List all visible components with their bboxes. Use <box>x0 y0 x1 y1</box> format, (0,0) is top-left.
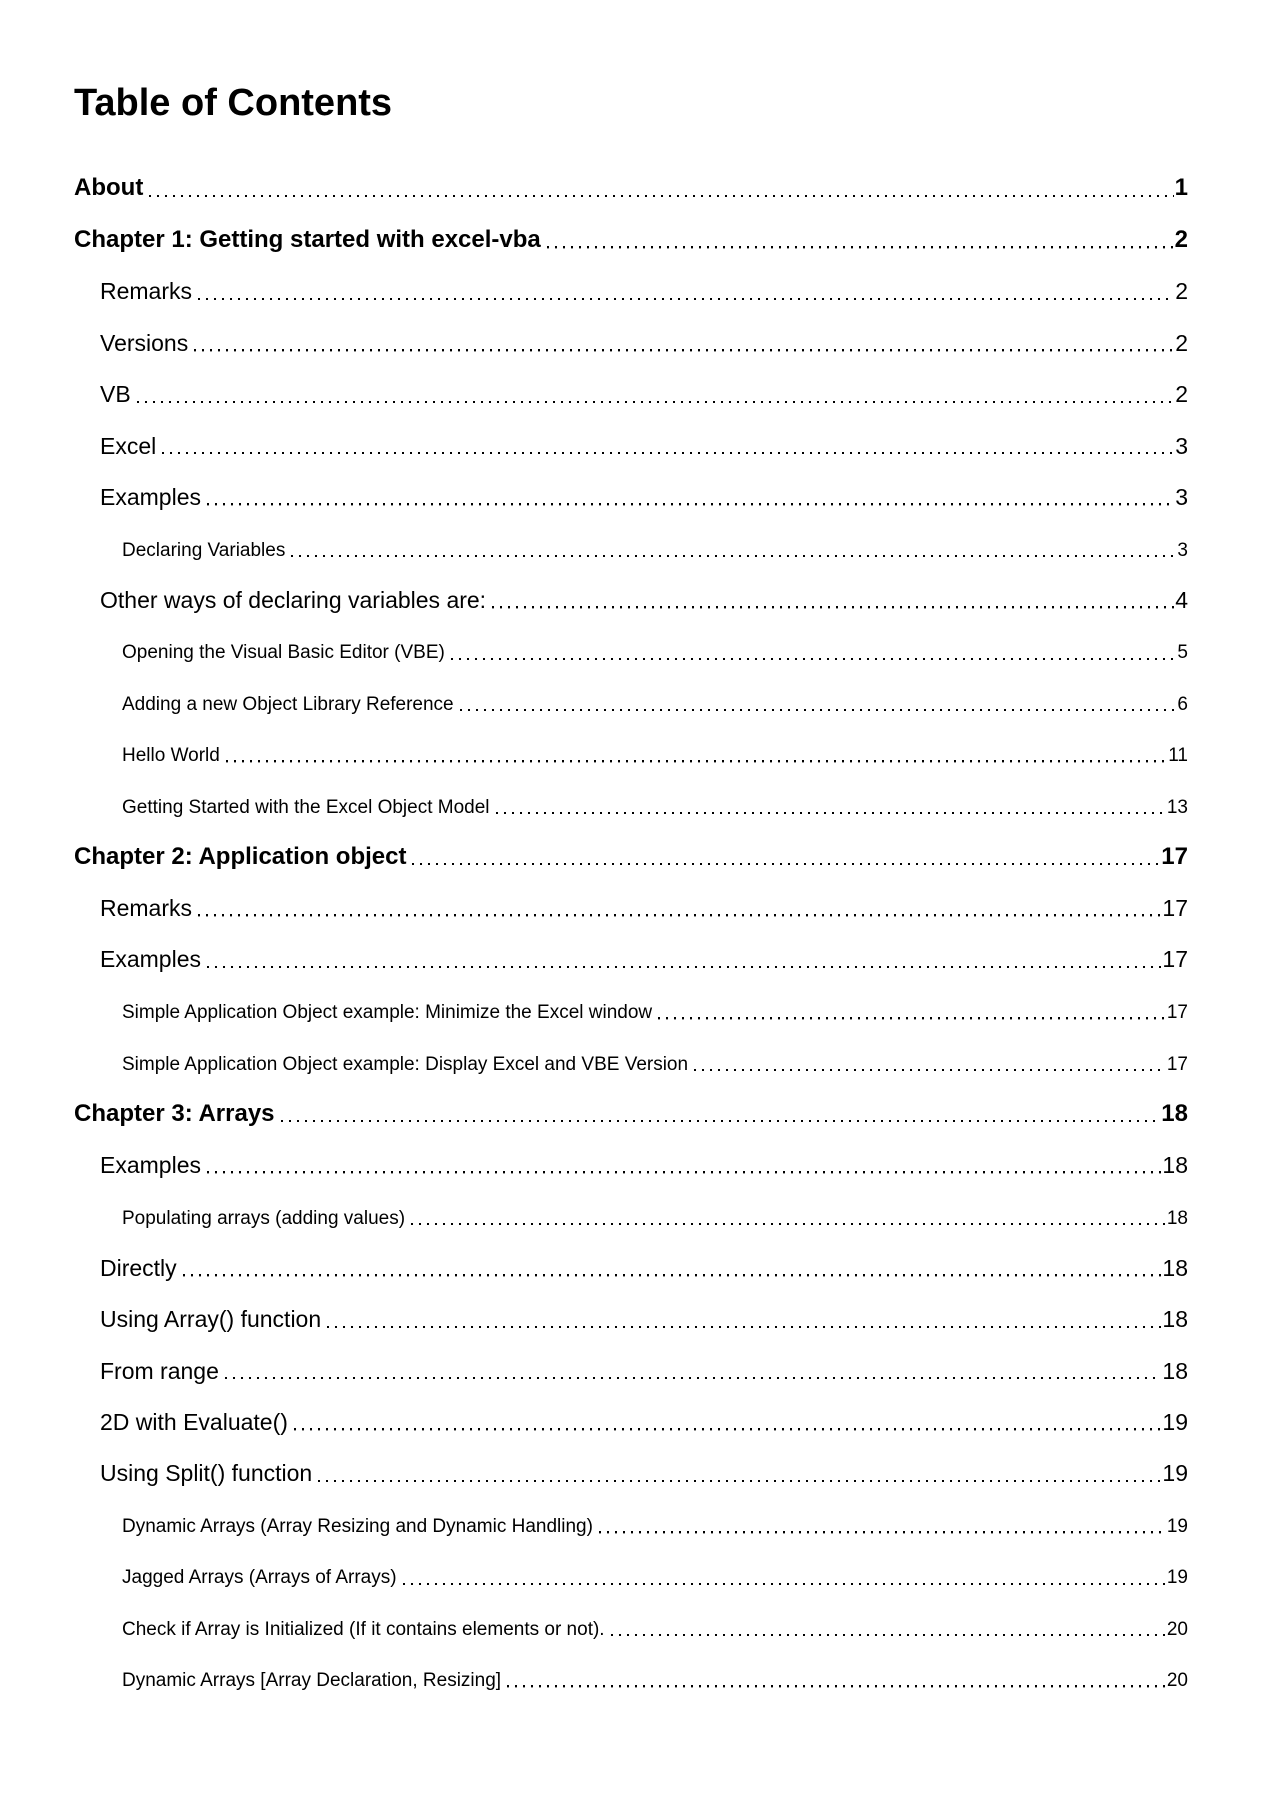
dot-leader <box>507 1685 1166 1687</box>
dot-leader <box>460 709 1177 711</box>
dot-leader <box>403 1583 1166 1585</box>
dot-leader <box>198 914 1161 916</box>
page-title: Table of Contents <box>74 82 393 124</box>
dot-leader <box>658 1017 1166 1019</box>
toc-entry[interactable] <box>74 201 1188 252</box>
dot-leader <box>225 1377 1162 1379</box>
toc-entry-label: Excel <box>100 432 157 459</box>
toc-entry-label: Examples <box>100 483 201 510</box>
toc-entry[interactable] <box>74 818 1188 869</box>
toc-entry-page-number: 18 <box>1162 1306 1188 1333</box>
toc-entry-label: Opening the Visual Basic Editor (VBE) <box>122 642 445 664</box>
dot-leader <box>694 1069 1166 1071</box>
toc-entry-label: Other ways of declaring variables are: <box>100 586 487 613</box>
toc-entry[interactable] <box>100 561 1188 612</box>
toc-entry-page-number: 18 <box>1162 1151 1188 1178</box>
toc-entry[interactable] <box>122 1538 1188 1589</box>
dot-leader <box>492 606 1174 608</box>
toc-entry-page-number: 17 <box>1166 1002 1188 1024</box>
toc-entry-page-number: 18 <box>1162 1254 1188 1281</box>
toc-entry-label: Directly <box>100 1254 177 1281</box>
toc-entry[interactable] <box>122 1024 1188 1075</box>
toc-entry-label: Simple Application Object example: Minimize the Excel window <box>122 1002 653 1024</box>
toc-entry-page-number: 2 <box>1175 329 1188 356</box>
toc-entry[interactable] <box>74 150 1188 201</box>
toc-entry-page-number: 2 <box>1175 278 1188 305</box>
dot-leader <box>207 503 1174 505</box>
toc-entry[interactable] <box>100 253 1188 304</box>
toc-entry-page-number: 13 <box>1166 796 1188 818</box>
toc-entry-page-number: 2 <box>1175 381 1188 408</box>
toc-entry[interactable] <box>74 1075 1188 1126</box>
dot-leader <box>162 452 1174 454</box>
dot-leader <box>599 1531 1166 1533</box>
dot-leader <box>327 1326 1161 1328</box>
toc-entry-page-number: 17 <box>1161 842 1188 870</box>
toc-entry-page-number: 18 <box>1161 1099 1188 1127</box>
toc-entry-label: Check if Array is Initialized (If it contains elements or not). <box>122 1618 605 1640</box>
toc-entry-page-number: 19 <box>1162 1408 1188 1435</box>
toc-entry[interactable] <box>122 510 1188 561</box>
toc-entry[interactable] <box>100 458 1188 509</box>
toc-entry[interactable] <box>100 1229 1188 1280</box>
toc-entry-label: From range <box>100 1357 219 1384</box>
toc-entry[interactable] <box>122 664 1188 715</box>
toc-entry-page-number: 19 <box>1166 1567 1188 1589</box>
toc-list <box>74 150 1188 1692</box>
dot-leader <box>318 1480 1161 1482</box>
toc-entry-label: Dynamic Arrays [Array Declaration, Resizing] <box>122 1670 502 1692</box>
toc-entry-page-number: 11 <box>1168 745 1188 767</box>
toc-entry-page-number: 18 <box>1162 1357 1188 1384</box>
toc-entry-label: Adding a new Object Library Reference <box>122 693 454 715</box>
toc-entry[interactable] <box>100 356 1188 407</box>
dot-leader <box>496 812 1166 814</box>
toc-entry[interactable] <box>100 869 1188 920</box>
toc-entry[interactable] <box>122 1589 1188 1640</box>
toc-entry-label: 2D with Evaluate() <box>100 1408 288 1435</box>
toc-entry-page-number: 20 <box>1166 1670 1188 1692</box>
toc-entry-label: Chapter 3: Arrays <box>74 1099 275 1127</box>
dot-leader <box>291 555 1176 557</box>
toc-entry[interactable] <box>100 1435 1188 1486</box>
toc-entry-label: Examples <box>100 1151 201 1178</box>
toc-entry[interactable] <box>100 1332 1188 1383</box>
toc-entry-label: Using Array() function <box>100 1306 322 1333</box>
toc-entry-page-number: 5 <box>1177 642 1188 664</box>
dot-leader <box>194 349 1174 351</box>
toc-entry-label: Dynamic Arrays (Array Resizing and Dynamic Handling) <box>122 1516 593 1538</box>
toc-entry-label: Versions <box>100 329 189 356</box>
toc-entry-page-number: 17 <box>1162 946 1188 973</box>
toc-entry-label: Examples <box>100 946 201 973</box>
toc-entry[interactable] <box>100 407 1188 458</box>
toc-entry[interactable] <box>100 304 1188 355</box>
dot-leader <box>611 1634 1166 1636</box>
toc-entry[interactable] <box>122 972 1188 1023</box>
dot-leader <box>183 1274 1162 1276</box>
dot-leader <box>198 298 1174 300</box>
toc-entry[interactable] <box>100 1383 1188 1434</box>
dot-leader <box>226 760 1167 762</box>
toc-entry[interactable] <box>122 1640 1188 1691</box>
toc-entry[interactable] <box>122 767 1188 818</box>
toc-entry[interactable] <box>122 1486 1188 1537</box>
toc-entry[interactable] <box>122 715 1188 766</box>
toc-entry[interactable] <box>100 1281 1188 1332</box>
dot-leader <box>412 863 1160 865</box>
toc-entry-label: About <box>74 174 144 202</box>
toc-entry-label: Chapter 1: Getting started with excel-vba <box>74 225 541 253</box>
toc-entry[interactable] <box>122 613 1188 664</box>
dot-leader <box>207 966 1161 968</box>
dot-leader <box>294 1428 1161 1430</box>
toc-entry-page-number: 17 <box>1166 1053 1188 1075</box>
toc-entry-label: Getting Started with the Excel Object Model <box>122 796 490 818</box>
toc-entry-page-number: 20 <box>1166 1618 1188 1640</box>
toc-entry-page-number: 3 <box>1175 432 1188 459</box>
dot-leader <box>281 1120 1161 1122</box>
toc-entry-label: VB <box>100 381 131 408</box>
dot-leader <box>451 658 1177 660</box>
toc-entry[interactable] <box>100 1126 1188 1177</box>
dot-leader <box>137 401 1175 403</box>
toc-entry-page-number: 4 <box>1175 586 1188 613</box>
toc-entry-label: Remarks <box>100 895 193 922</box>
toc-entry-page-number: 19 <box>1166 1516 1188 1538</box>
toc-entry[interactable] <box>122 1178 1188 1229</box>
toc-entry-label: Declaring Variables <box>122 539 286 561</box>
toc-entry-label: Remarks <box>100 278 193 305</box>
toc-entry-label: Hello World <box>122 745 220 767</box>
toc-entry-label: Simple Application Object example: Display Excel and VBE Version <box>122 1053 689 1075</box>
dot-leader <box>547 246 1174 248</box>
toc-entry-label: Populating arrays (adding values) <box>122 1207 406 1229</box>
toc-entry-label: Chapter 2: Application object <box>74 842 407 870</box>
toc-entry-page-number: 18 <box>1166 1207 1188 1229</box>
toc-entry[interactable] <box>100 921 1188 972</box>
dot-leader <box>411 1223 1166 1225</box>
dot-leader <box>207 1171 1161 1173</box>
toc-entry-label: Using Split() function <box>100 1460 313 1487</box>
toc-entry-page-number: 19 <box>1162 1460 1188 1487</box>
toc-entry-page-number: 17 <box>1162 895 1188 922</box>
toc-entry-page-number: 3 <box>1177 539 1188 561</box>
toc-entry-page-number: 3 <box>1175 483 1188 510</box>
toc-entry-page-number: 6 <box>1177 693 1188 715</box>
toc-entry-page-number: 1 <box>1174 174 1188 202</box>
toc-entry-label: Jagged Arrays (Arrays of Arrays) <box>122 1567 397 1589</box>
dot-leader <box>149 195 1173 197</box>
toc-entry-page-number: 2 <box>1174 225 1188 253</box>
